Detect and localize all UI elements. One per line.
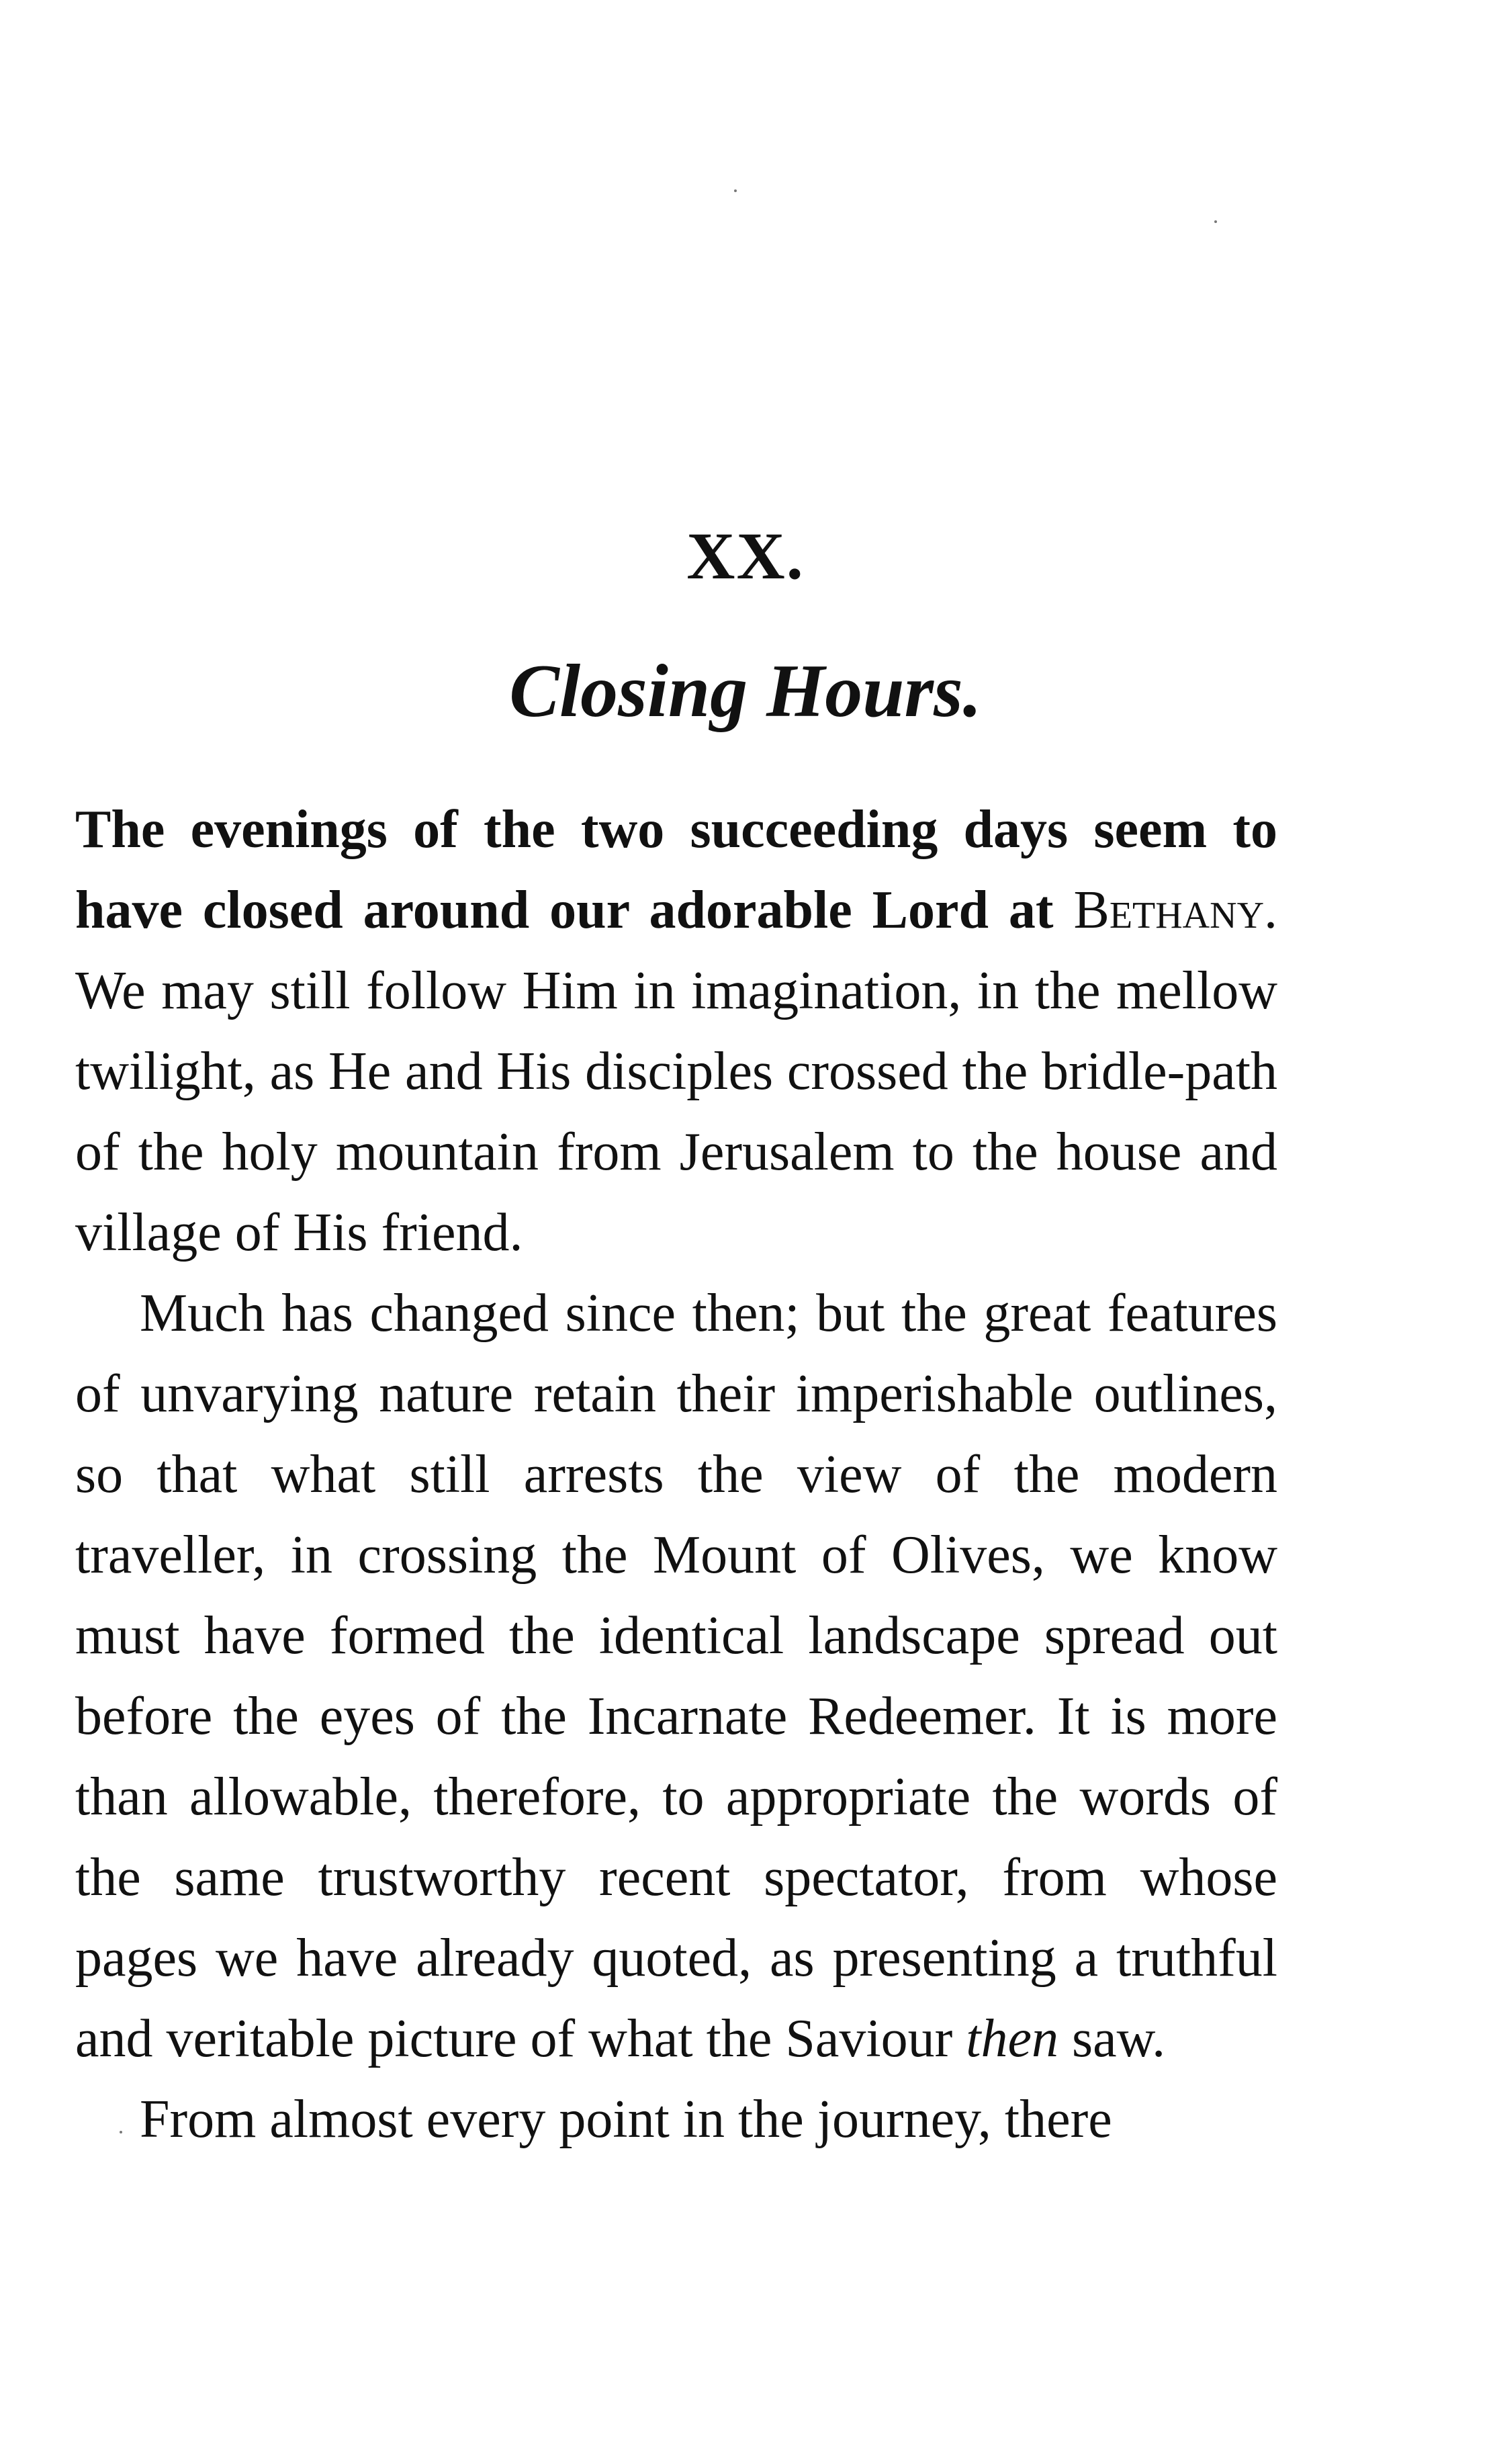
page-speck <box>734 189 737 192</box>
paragraph-2-end: saw. <box>1058 2009 1166 2068</box>
page-speck <box>1214 220 1217 223</box>
paragraph-1 <box>75 789 1277 1273</box>
chapter-number: XX. <box>686 519 805 593</box>
paragraph-2-emphasis: then <box>966 2009 1058 2068</box>
place-name-bethany: Bethany. <box>1073 881 1278 940</box>
paragraph-2 <box>75 1273 1277 2079</box>
chapter-title: Closing Hours. <box>509 650 982 733</box>
paragraph-3-text: From almost every point in the journey, there <box>140 2090 1112 2149</box>
paragraph-1-lead: The evenings of the two succeeding days seem to have closed around our adorable Lord at <box>75 800 1277 940</box>
paragraph-1-rest: We may still follow Him in imagination, in the mellow twilight, as He and His disciples crossed the bridle-path of the holy mountain from Jerusalem to the house and village of His friend. <box>75 961 1277 1262</box>
body-text <box>75 789 1277 2160</box>
paragraph-3 <box>75 2079 1277 2160</box>
paragraph-2-text: Much has changed since then; but the great features of unvarying nature retain their imperishable outlines, so that what still arrests the view of the modern traveller, in crossing the Mount of Olives, we know must have formed the identical landscape spread out before the eyes of the Incarnate Redeemer. It is more than allowable, therefore, to appropriate the words of the same trustworthy recent spectator, from whose pages we have already quoted, as presenting a truthful and veritable picture of what the Saviour <box>75 1284 1277 2068</box>
